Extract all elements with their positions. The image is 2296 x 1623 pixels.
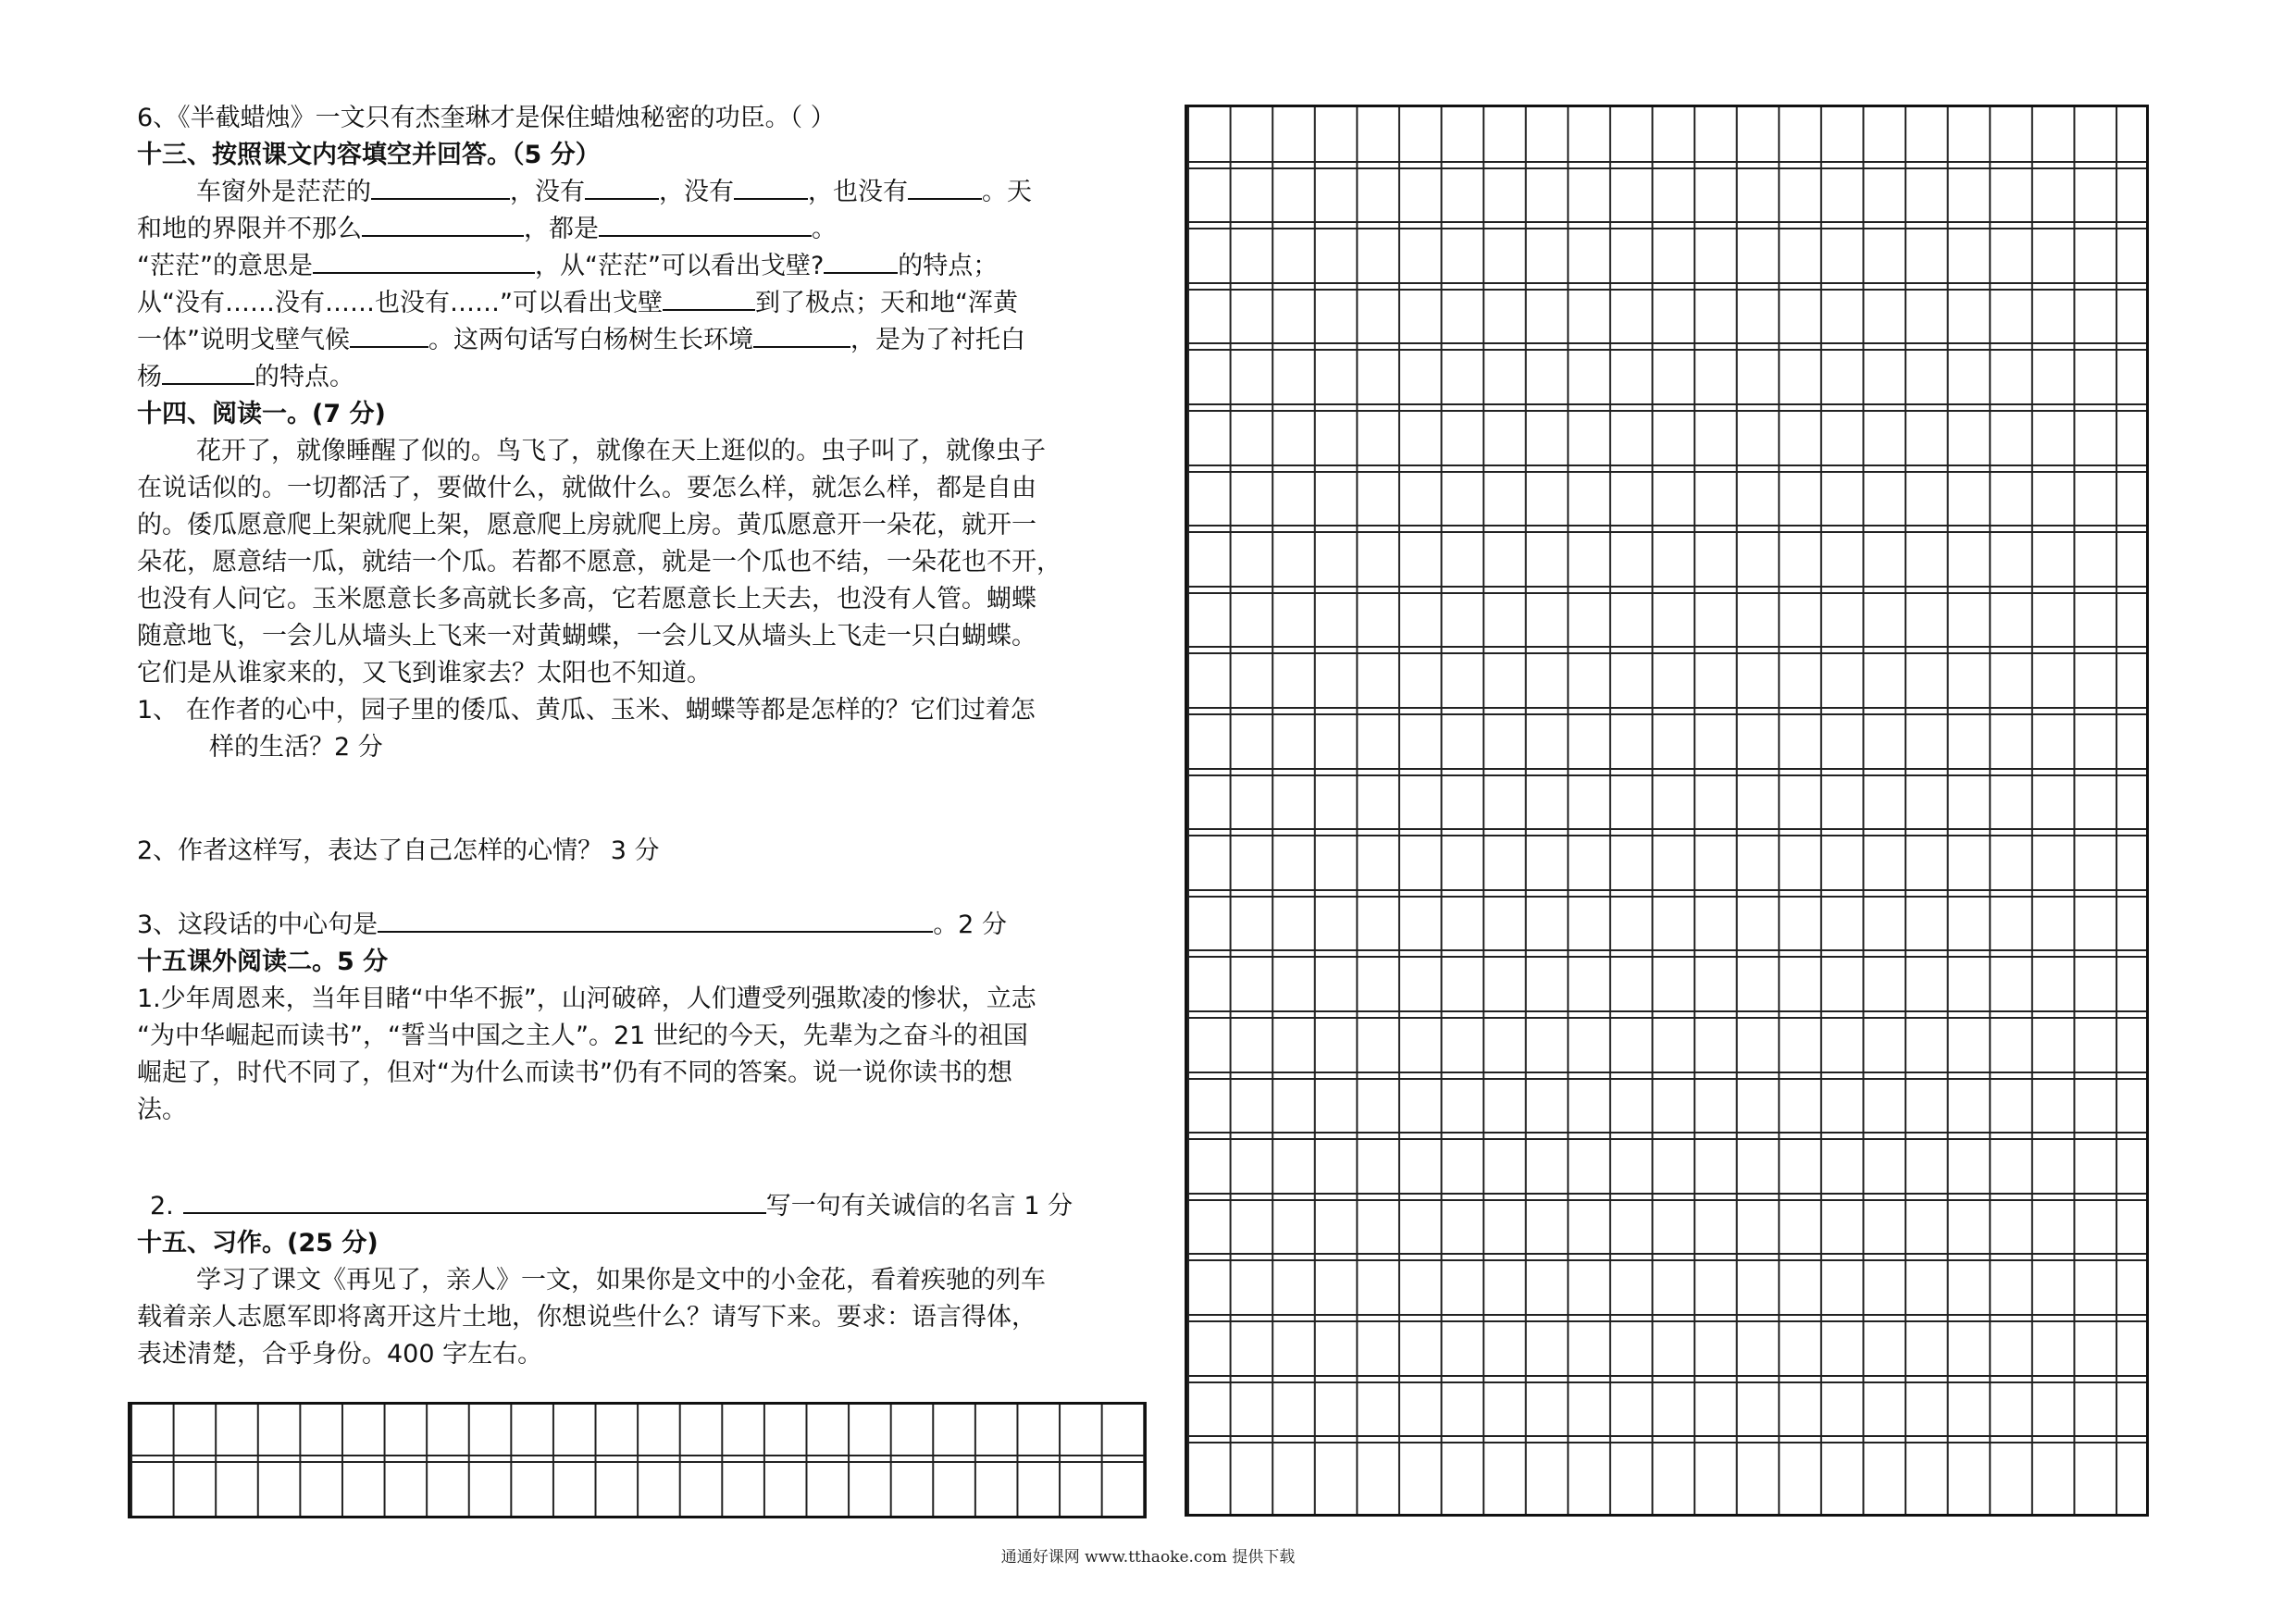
grid-row-separator — [1187, 1253, 2146, 1261]
writing-grid-right[interactable] — [1185, 105, 2149, 1517]
writing-prompt-line: 学习了课文《再见了，亲人》一文，如果你是文中的小金花，看着疾驰的列车 — [196, 1266, 1046, 1295]
grid-row-separator — [1187, 282, 2146, 291]
section-14-title: 十四、阅读一。(7 分) — [137, 400, 386, 428]
grid-row-separator — [1187, 586, 2146, 594]
grid-row-separator — [1187, 1375, 2146, 1383]
passage-line: 花开了，就像睡醒了似的。鸟飞了，就像在天上逛似的。虫子叫了，就像虫子 — [196, 437, 1046, 465]
answer-blank[interactable] — [313, 248, 535, 274]
passage-line: 崛起了，时代不同了，但对“为什么而读书”仍有不同的答案。说一说你读书的想 — [137, 1059, 1012, 1087]
sec13-line-3: “茫茫”的意思是 ，从“茫茫”可以看出戈壁? 的特点； — [137, 248, 1141, 285]
passage-line: 随意地飞，一会儿从墙头上飞来一对黄蝴蝶，一会儿又从墙头上飞走一只白蝴蝶。 — [137, 622, 1036, 650]
answer-blank[interactable] — [824, 248, 898, 274]
sec13-line-6: 杨 的特点。 — [137, 359, 1141, 396]
sec13-line-4: 从“没有……没有……也没有……”可以看出戈壁 到了极点；天和地“浑黄 — [137, 285, 1141, 322]
answer-blank[interactable] — [734, 174, 808, 200]
sec15-question-2: 2. 写一句有关诚信的名言 1 分 — [137, 1188, 1141, 1225]
answer-blank[interactable] — [183, 1188, 766, 1214]
section-13-title: 十三、按照课文内容填空并回答。（5 分） — [137, 141, 601, 169]
answer-blank[interactable] — [350, 322, 428, 348]
answer-blank[interactable] — [753, 322, 850, 348]
grid-row-separator — [1187, 949, 2146, 958]
answer-blank[interactable] — [599, 211, 812, 237]
left-column — [137, 100, 1141, 1373]
sec13-line-5: 一体”说明戈壁气候 。这两句话写白杨树生长环境 ，是为了衬托白 — [137, 322, 1141, 359]
section-15-writing-title: 十五、习作。(25 分) — [137, 1229, 379, 1258]
grid-row-separator — [1187, 403, 2146, 412]
answer-blank[interactable] — [371, 174, 510, 200]
sec14-question-2: 2、作者这样写，表达了自己怎样的心情？ 3 分 — [137, 836, 660, 865]
grid-row-separator — [1187, 161, 2146, 169]
answer-blank[interactable] — [378, 907, 933, 933]
section-15-reading-title: 十五课外阅读二。5 分 — [137, 948, 389, 976]
grid-row-separator — [1187, 646, 2146, 654]
grid-row-separator — [1187, 1010, 2146, 1019]
sec14-question-1-cont: 样的生活？2 分 — [209, 733, 383, 762]
grid-row-separator — [1187, 465, 2146, 473]
sec14-question-3: 3、这段话的中心句是 。2 分 — [137, 907, 1141, 944]
passage-line: 朵花，愿意结一瓜，就结一个瓜。若都不愿意，就是一个瓜也不结，一朵花也不开， — [137, 548, 1061, 576]
grid-row-separator — [1187, 768, 2146, 776]
writing-prompt-line: 表述清楚，合乎身份。400 字左右。 — [137, 1340, 543, 1369]
grid-row-separator — [1187, 525, 2146, 533]
grid-row-separator — [1187, 707, 2146, 715]
grid-row-separator — [1187, 889, 2146, 898]
sec13-line-1: 车窗外是茫茫的 ，没有 ，没有 ，也没有 。天 — [137, 174, 1141, 211]
answer-blank[interactable] — [585, 174, 659, 200]
question-6: 6、《半截蜡烛》一文只有杰奎琳才是保住蜡烛秘密的功臣。（ ） — [137, 104, 836, 132]
grid-row-separator — [1187, 1314, 2146, 1322]
answer-blank[interactable] — [362, 211, 524, 237]
passage-line: 它们是从谁家来的，又飞到谁家去？太阳也不知道。 — [137, 659, 712, 688]
grid-row-separator — [1187, 1132, 2146, 1140]
grid-row-separator — [1187, 221, 2146, 229]
answer-blank[interactable] — [908, 174, 982, 200]
grid-row-separator — [130, 1455, 1144, 1463]
footer-source: 通通好课网 www.tthaoke.com 提供下载 — [1000, 1548, 1296, 1567]
writing-grid-left[interactable] — [128, 1402, 1147, 1518]
grid-row-separator — [1187, 1435, 2146, 1443]
passage-line: 1.少年周恩来，当年目睹“中华不振”，山河破碎，人们遭受列强欺凌的惨状，立志 — [137, 985, 1036, 1013]
answer-blank[interactable] — [162, 359, 254, 385]
grid-row-separator — [1187, 1193, 2146, 1201]
passage-line: 也没有人问它。玉米愿意长多高就长多高，它若愿意长上天去，也没有人管。蝴蝶 — [137, 585, 1036, 613]
passage-line: 的。倭瓜愿意爬上架就爬上架，愿意爬上房就爬上房。黄瓜愿意开一朵花，就开一 — [137, 511, 1036, 539]
sec14-question-1: 1、 在作者的心中，园子里的倭瓜、黄瓜、玉米、蝴蝶等都是怎样的？它们过着怎 — [137, 696, 1036, 725]
passage-line: “为中华崛起而读书”，“誓当中国之主人”。21 世纪的今天，先辈为之奋斗的祖国 — [137, 1022, 1028, 1050]
passage-line: 在说话似的。一切都活了，要做什么，就做什么。要怎么样，就怎么样，都是自由 — [137, 474, 1036, 502]
grid-row-separator — [1187, 342, 2146, 351]
sec13-line-2: 和地的界限并不那么 ，都是 。 — [137, 211, 1141, 248]
answer-blank[interactable] — [663, 285, 755, 311]
grid-row-separator — [1187, 828, 2146, 836]
grid-row-separator — [1187, 1072, 2146, 1080]
passage-line: 法。 — [137, 1096, 187, 1124]
writing-prompt-line: 载着亲人志愿军即将离开这片土地，你想说些什么？请写下来。要求：语言得体， — [137, 1303, 1036, 1332]
